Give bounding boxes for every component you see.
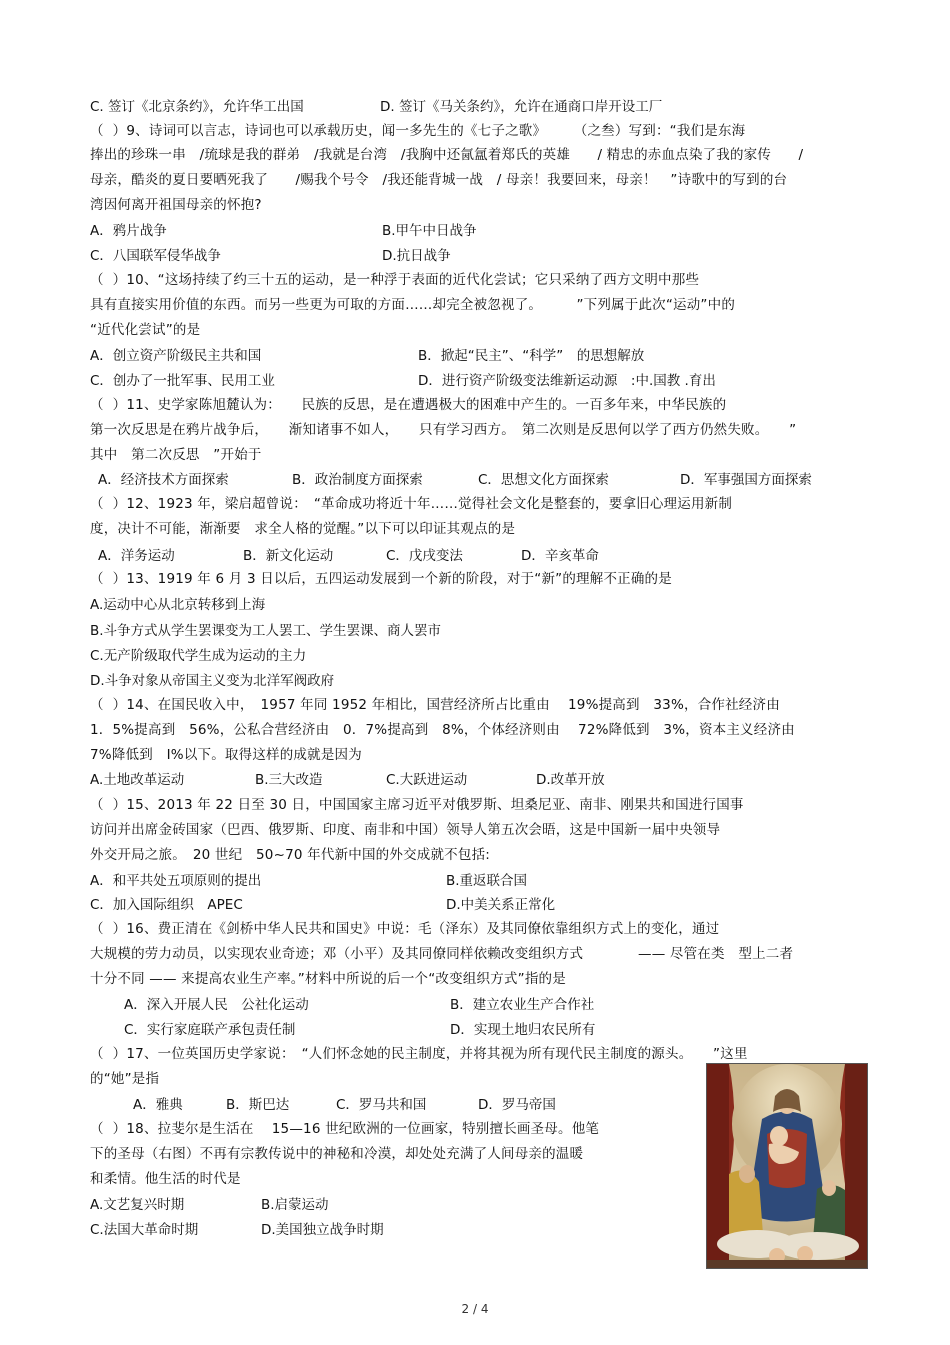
q17-option-c: C．罗马共和国 [336, 1097, 427, 1113]
q16-line-2: 大规模的劳力动员，以实现农业奇迹；邓（小平）及其同僚同样依赖改变组织方式 —— 尽管在类 型上二者 [90, 946, 794, 962]
q18-line-2: 下的圣母（右图）不再有宗教传说中的神秘和冷漠，却处处充满了人间母亲的温暖 [90, 1146, 584, 1162]
q16-option-c: C．实行家庭联产承包责任制 [124, 1022, 296, 1038]
q18-option-b: B.启蒙运动 [261, 1197, 329, 1213]
q15-option-c: C．加入国际组织 APEC [90, 897, 243, 913]
q17-option-a: A．雅典 [133, 1097, 183, 1113]
madonna-painting-image [706, 1063, 868, 1269]
q18-option-a: A.文艺复兴时期 [90, 1197, 185, 1213]
q9-line-3: 母亲，酷炎的夏日要晒死我了 /赐我个号令 /我还能背城一战 / 母亲！我要回来，母亲！ ”诗歌中的写到的台 [90, 172, 788, 188]
q9-option-c: C．八国联军侵华战争 [90, 248, 221, 264]
q12-option-a: A．洋务运动 [98, 548, 175, 564]
q15-line-1: （ ）15、2013 年 22 日至 30 日，中国国家主席习近平对俄罗斯、坦桑尼亚、南非、刚果共和国进行国事 [90, 797, 744, 813]
q14-option-d: D.改革开放 [536, 772, 605, 788]
q12-line-2: 度，决计不可能，渐渐要 求全人格的觉醒。”以下可以印证其观点的是 [90, 521, 516, 537]
q18-line-1: （ ）18、拉斐尔是生活在 15—16 世纪欧洲的一位画家，特别擅长画圣母。他笔 [90, 1121, 600, 1137]
q11-option-d: D．军事强国方面探索 [680, 472, 812, 488]
q15-option-d: D.中美关系正常化 [446, 897, 556, 913]
q11-line-2: 第一次反思是在鸦片战争后， 渐知诸事不如人， 只有学习西方。 第二次则是反思何以学了西方仍然失败。 ” [90, 422, 797, 438]
q11-line-3: 其中 第二次反思 ”开始于 [90, 447, 262, 463]
q14-option-c: C.大跃进运动 [386, 772, 468, 788]
q10-option-b: B．掀起“民主”、“科学” 的思想解放 [418, 348, 645, 364]
q18-option-c: C.法国大革命时期 [90, 1222, 199, 1238]
q12-option-b: B．新文化运动 [243, 548, 334, 564]
q8-option-c: C. 签订《北京条约》，允许华工出国 [90, 99, 304, 115]
q9-line-4: 湾因何离开祖国母亲的怀抱? [90, 197, 262, 213]
q15-line-3: 外交开局之旅。 20 世纪 50~70 年代新中国的外交成就不包括: [90, 847, 491, 863]
q8-option-d: D. 签订《马关条约》，允许在通商口岸开设工厂 [380, 99, 663, 115]
page-number: 2 / 4 [461, 1302, 489, 1316]
q12-line-1: （ ）12、1923 年，梁启超曾说： “革命成功将近十年……觉得社会文化是整套的，要拿旧心理运用新制 [90, 496, 733, 512]
painting-illustration [707, 1064, 867, 1268]
q9-option-b: B.甲午中日战争 [382, 223, 477, 239]
q18-line-3: 和柔情。他生活的时代是 [90, 1171, 241, 1187]
q13-option-a: A.运动中心从北京转移到上海 [90, 597, 266, 613]
q9-option-d: D.抗日战争 [382, 248, 451, 264]
q17-line-1: （ ）17、一位英国历史学家说： “人们怀念她的民主制度，并将其视为所有现代民主制度的源头。 ”这里 [90, 1046, 748, 1062]
q12-option-c: C．戊戌变法 [386, 548, 463, 564]
q11-option-a: A．经济技术方面探索 [98, 472, 229, 488]
q14-line-2: 1．5%提高到 56%，公私合营经济由 0．7%提高到 8%，个体经济则由 72%降低到 3%，资本主义经济由 [90, 722, 795, 738]
q15-option-a: A．和平共处五项原则的提出 [90, 873, 262, 889]
q17-option-d: D．罗马帝国 [478, 1097, 556, 1113]
q16-option-b: B．建立农业生产合作社 [450, 997, 595, 1013]
q11-option-b: B．政治制度方面探索 [292, 472, 423, 488]
q9-option-a: A．鸦片战争 [90, 223, 167, 239]
q16-line-3: 十分不同 —— 来提高农业生产率。”材料中所说的后一个“改变组织方式”指的是 [90, 971, 566, 987]
q9-line-2: 捧出的珍珠一串 /琉球是我的群弟 /我就是台湾 /我胸中还氤氲着郑氏的英雄 / 精忠的赤血点染了我的家传 / [90, 147, 804, 163]
q11-option-c: C．思想文化方面探索 [478, 472, 609, 488]
q10-option-c: C．创办了一批军事、民用工业 [90, 373, 275, 389]
q16-line-1: （ ）16、费正清在《剑桥中华人民共和国史》中说：毛（泽东）及其同僚依靠组织方式上的变化，通过 [90, 921, 720, 937]
q9-line-1: （ ）9、诗词可以言志，诗词也可以承载历史，闻一多先生的《七子之歌》 （之叁）写到：“我们是东海 [90, 123, 746, 139]
q13-line-1: （ ）13、1919 年 6 月 3 日以后，五四运动发展到一个新的阶段，对于“新”的理解不正确的是 [90, 571, 672, 587]
q12-option-d: D．辛亥革命 [521, 548, 599, 564]
q18-option-d: D.美国独立战争时期 [261, 1222, 384, 1238]
q13-option-c: C.无产阶级取代学生成为运动的主力 [90, 648, 307, 664]
q13-option-b: B.斗争方式从学生罢课变为工人罢工、学生罢课、商人罢市 [90, 623, 442, 639]
q13-option-d: D.斗争对象从帝国主义变为北洋军阀政府 [90, 673, 335, 689]
q10-option-a: A．创立资产阶级民主共和国 [90, 348, 262, 364]
q10-line-1: （ ）10、“这场持续了约三十五的运动，是一种浮于表面的近代化尝试；它只采纳了西方文明中那些 [90, 272, 700, 288]
q17-line-2: 的“她”是指 [90, 1071, 160, 1087]
q16-option-a: A．深入开展人民 公社化运动 [124, 997, 309, 1013]
q14-line-3: 7%降低到 I%以下。取得这样的成就是因为 [90, 747, 362, 763]
q11-line-1: （ ）11、史学家陈旭麓认为： 民族的反思，是在遭遇极大的困难中产生的。一百多年来，中华民族的 [90, 397, 727, 413]
q14-option-b: B.三大改造 [255, 772, 323, 788]
q16-option-d: D．实现土地归农民所有 [450, 1022, 596, 1038]
q10-option-d: D．进行资产阶级变法维新运动源 :中.国教 .育出 [418, 373, 716, 389]
q14-line-1: （ ）14、在国民收入中， 1957 年同 1952 年相比，国营经济所占比重由 19%提高到 33%，合作社经济由 [90, 697, 780, 713]
q10-line-3: “近代化尝试”的是 [90, 322, 201, 338]
q15-option-b: B.重返联合国 [446, 873, 528, 889]
q17-option-b: B．斯巴达 [226, 1097, 290, 1113]
q10-line-2: 具有直接实用价值的东西。而另一些更为可取的方面……却完全被忽视了。 ”下列属于此次“运动”中的 [90, 297, 736, 313]
q15-line-2: 访问并出席金砖国家（巴西、俄罗斯、印度、南非和中国）领导人第五次会晤，这是中国新一届中央领导 [90, 822, 721, 838]
q14-option-a: A.土地改革运动 [90, 772, 185, 788]
